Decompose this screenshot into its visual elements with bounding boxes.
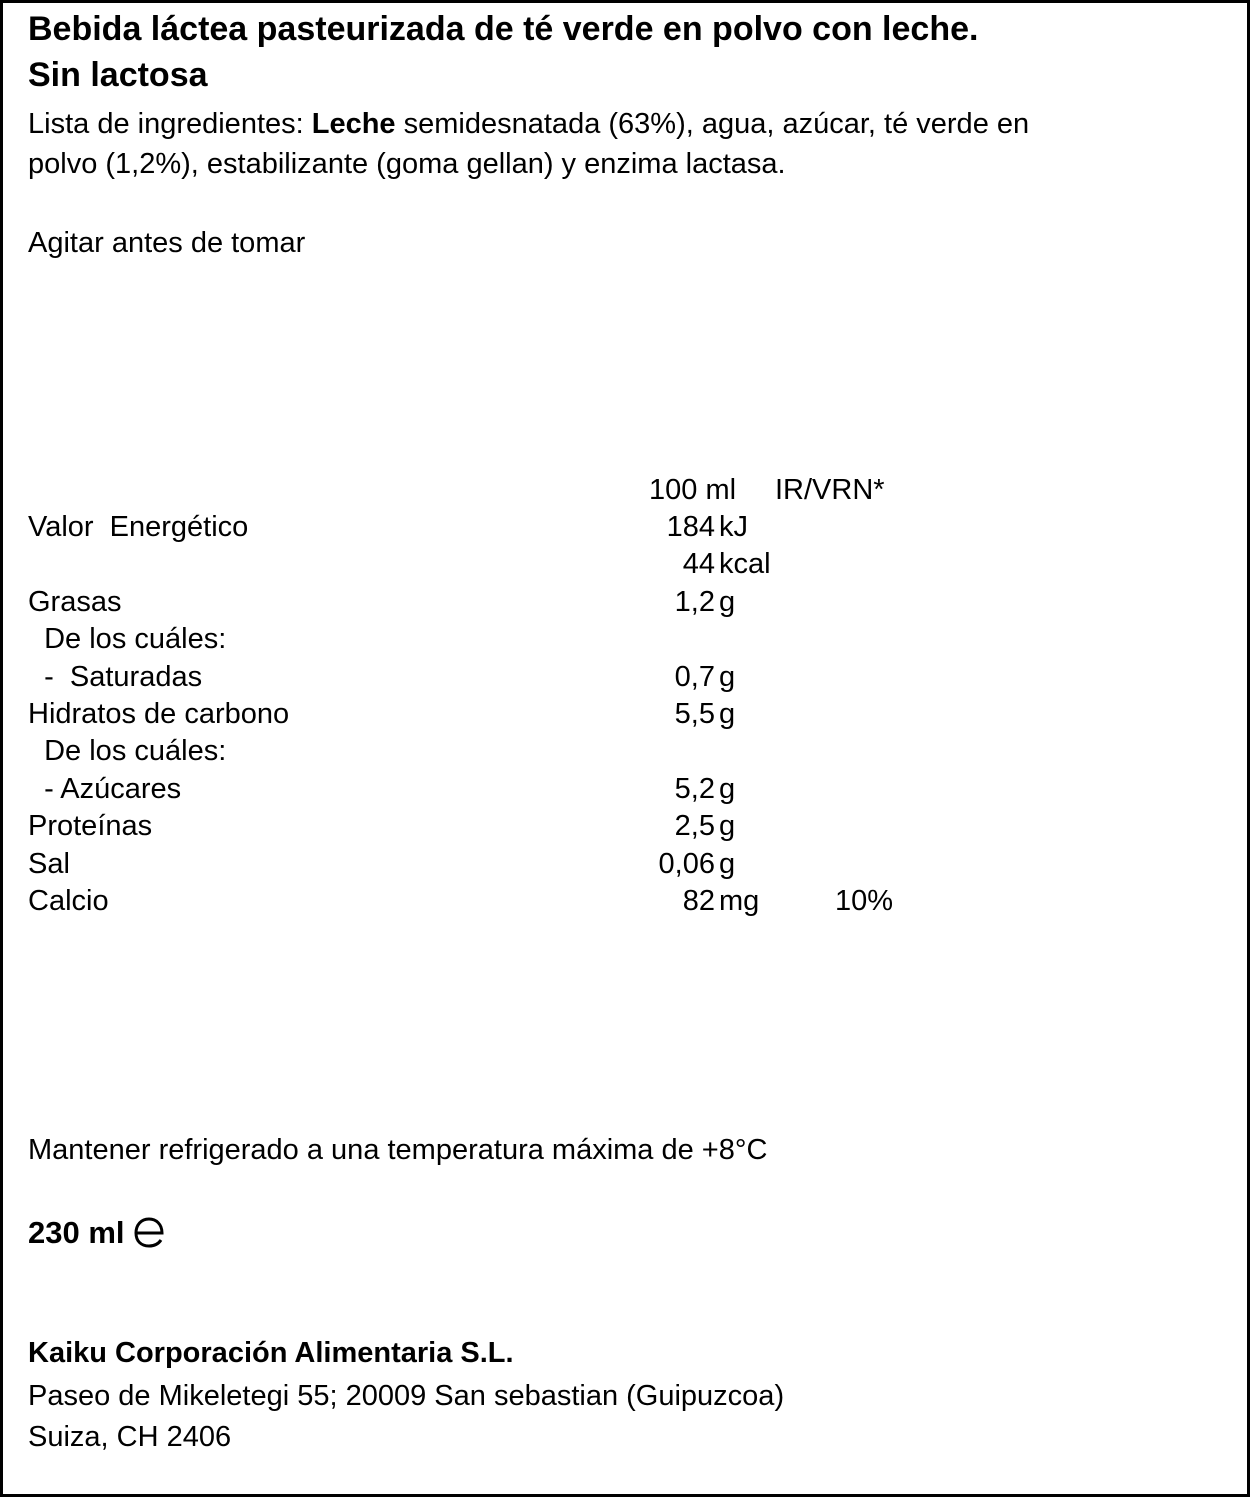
nutrition-row bbox=[3, 509, 1247, 546]
nutrient-unit: kJ bbox=[719, 511, 748, 543]
nutrient-label: - Saturadas bbox=[28, 661, 203, 693]
nutrition-row bbox=[3, 883, 1247, 920]
volume-text: 230 ml bbox=[28, 1215, 125, 1250]
nutrient-percent: 10% bbox=[835, 885, 894, 917]
nutrient-label: De los cuáles: bbox=[28, 623, 227, 655]
nutrition-row bbox=[3, 546, 1247, 583]
header-ir-vrn: IR/VRN* bbox=[775, 474, 885, 506]
nutrient-unit: g bbox=[719, 586, 736, 618]
nutrient-value: 0,7 bbox=[674, 661, 715, 693]
nutrient-unit: kcal bbox=[719, 548, 771, 580]
nutrient-unit: g bbox=[719, 848, 736, 880]
ingredients-rest: semidesnatada (63%), agua, azúcar, té verde en bbox=[395, 108, 1030, 140]
nutrient-label: De los cuáles: bbox=[28, 735, 227, 767]
nutrition-row bbox=[3, 696, 1247, 733]
nutrition-header bbox=[3, 472, 1247, 509]
company-country: Suiza, CH 2406 bbox=[28, 1421, 232, 1453]
product-title-line1: Bebida láctea pasteurizada de té verde en polvo con leche. bbox=[28, 10, 979, 48]
nutrient-value: 5,5 bbox=[674, 698, 715, 730]
ingredients-prefix: Lista de ingredientes: bbox=[28, 108, 312, 140]
nutrient-value: 184 bbox=[666, 511, 715, 543]
nutrient-value: 2,5 bbox=[674, 810, 715, 842]
nutrient-unit: g bbox=[719, 810, 736, 842]
nutrient-value: 5,2 bbox=[674, 773, 715, 805]
nutrient-value: 44 bbox=[682, 548, 715, 580]
product-title-line2: Sin lactosa bbox=[28, 56, 208, 94]
nutrition-row bbox=[3, 808, 1247, 845]
company-name: Kaiku Corporación Alimentaria S.L. bbox=[28, 1337, 514, 1369]
nutrient-label: Grasas bbox=[28, 586, 122, 618]
storage-instructions: Mantener refrigerado a una temperatura máxima de +8°C bbox=[28, 1134, 768, 1166]
nutrient-label: Sal bbox=[28, 848, 70, 880]
nutrition-row bbox=[3, 621, 1247, 658]
nutrition-row bbox=[3, 733, 1247, 770]
header-per-100ml: 100 ml bbox=[649, 474, 737, 506]
nutrient-unit: g bbox=[719, 661, 736, 693]
nutrient-unit: g bbox=[719, 698, 736, 730]
net-volume bbox=[28, 1211, 167, 1261]
nutrient-label: Calcio bbox=[28, 885, 109, 917]
nutrient-label: Valor Energético bbox=[28, 511, 249, 543]
nutrition-row bbox=[3, 771, 1247, 808]
nutrition-row bbox=[3, 659, 1247, 696]
nutrition-row bbox=[3, 846, 1247, 883]
nutrient-label: Hidratos de carbono bbox=[28, 698, 290, 730]
company-address: Paseo de Mikeletegi 55; 20009 San sebastian (Guipuzcoa) bbox=[28, 1380, 785, 1412]
ingredients-line2: polvo (1,2%), estabilizante (goma gellan) y enzima lactasa. bbox=[28, 148, 786, 180]
ingredients-line1 bbox=[28, 104, 1029, 144]
ingredients-allergen: Leche bbox=[311, 108, 396, 140]
nutrient-unit: g bbox=[719, 773, 736, 805]
nutrition-row bbox=[3, 584, 1247, 621]
nutrient-unit: mg bbox=[719, 885, 760, 917]
nutrient-value: 1,2 bbox=[674, 586, 715, 618]
estimated-sign-e-icon bbox=[131, 1215, 167, 1261]
shake-instructions: Agitar antes de tomar bbox=[28, 227, 306, 259]
nutrient-value: 0,06 bbox=[658, 848, 715, 880]
nutrient-label: - Azúcares bbox=[28, 773, 182, 805]
nutrient-label: Proteínas bbox=[28, 810, 153, 842]
nutrient-value: 82 bbox=[682, 885, 715, 917]
